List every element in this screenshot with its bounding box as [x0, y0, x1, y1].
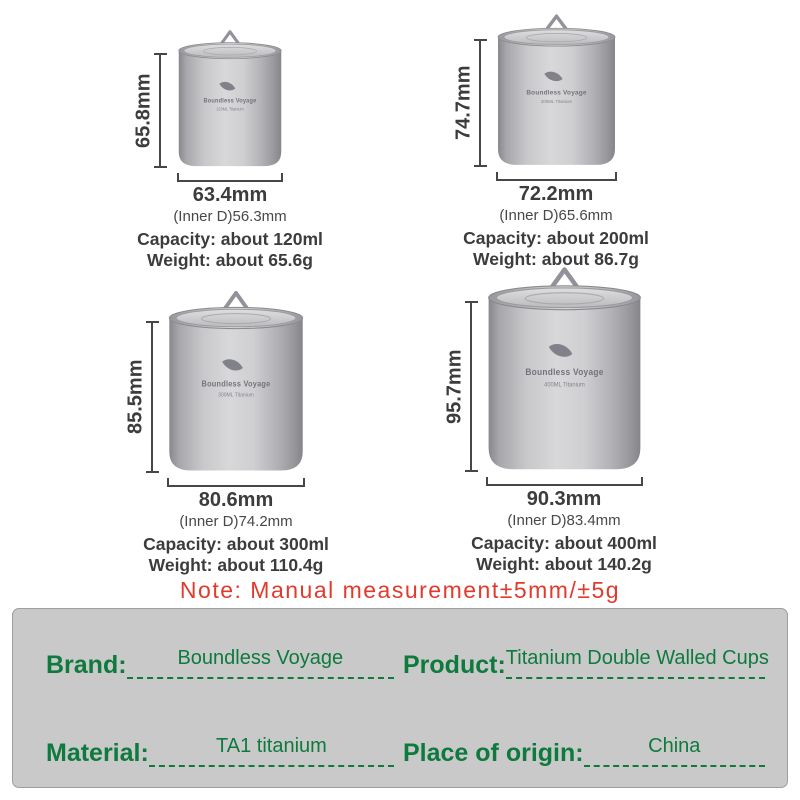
cup-lid: [498, 28, 615, 46]
cup-figure-400ml: [424, 264, 704, 574]
origin-value-underline: [584, 736, 765, 767]
cup-image: [486, 264, 643, 472]
cup-sub-text: 200ML Titanium: [540, 99, 572, 105]
cup-brand-text: Boundless Voyage: [201, 379, 271, 389]
weight-label: Weight: about 86.7g: [473, 248, 639, 269]
material-value-underline: [149, 736, 394, 767]
cup-sub-text: 400ML Titanium: [543, 382, 585, 389]
info-cell-brand: [46, 623, 394, 679]
cup-area: [115, 28, 345, 168]
product-value: Titanium Double Walled Cups: [505, 647, 769, 669]
cup-area: [424, 264, 704, 472]
material-value: TA1 titanium: [216, 735, 327, 757]
cup-sub-text: 120ML Titanium: [216, 106, 244, 112]
product-info-table: [12, 608, 788, 788]
cup-area: [436, 12, 676, 167]
cup-brand-text: Boundless Voyage: [203, 98, 257, 105]
brand-value-underline: [127, 648, 394, 679]
width-dimension-line: [496, 172, 617, 181]
height-label: 95.7mm: [443, 349, 466, 424]
cup-image: [177, 28, 283, 168]
width-label: 72.2mm: [518, 183, 594, 205]
cup-lid: [169, 307, 302, 328]
inner-diameter-label: (Inner D)56.3mm: [173, 208, 287, 225]
width-label: 80.6mm: [198, 489, 274, 511]
cup-lid: [179, 43, 281, 59]
cup-figure-300ml: [111, 288, 361, 575]
brand-value: Boundless Voyage: [177, 647, 344, 669]
height-dimension-line: [151, 321, 153, 473]
capacity-label: Capacity: about 400ml: [471, 532, 657, 553]
capacity-label: Capacity: about 200ml: [463, 227, 649, 248]
cup-area: [111, 288, 361, 473]
cup-image: [496, 12, 617, 167]
weight-label: Weight: about 110.4g: [148, 554, 324, 575]
weight-label: Weight: about 140.2g: [476, 553, 652, 574]
info-cell-origin: [403, 711, 765, 767]
width-label: 63.4mm: [192, 184, 268, 206]
info-cell-material: [46, 711, 394, 767]
height-dimension-line: [159, 53, 161, 168]
inner-diameter-label: (Inner D)74.2mm: [179, 513, 293, 530]
cup-brand-text: Boundless Voyage: [524, 366, 604, 378]
cup-image: [167, 288, 305, 473]
cup-figure-200ml: [436, 12, 676, 269]
cup-sub-text: 300ML Titanium: [218, 392, 254, 399]
height-dimension-line: [479, 39, 481, 167]
inner-diameter-label: (Inner D)65.6mm: [499, 207, 613, 224]
origin-value: China: [648, 735, 701, 757]
material-label: Material:: [46, 739, 149, 767]
height-label: 65.8mm: [132, 73, 155, 148]
cup-figure-120ml: [115, 28, 345, 270]
info-cell-product: [403, 623, 769, 679]
capacity-label: Capacity: about 300ml: [143, 533, 329, 554]
weight-label: Weight: about 65.6g: [147, 249, 313, 270]
inner-diameter-label: (Inner D)83.4mm: [507, 512, 621, 529]
height-label: 74.7mm: [452, 65, 475, 141]
height-dimension-line: [470, 301, 472, 472]
width-dimension-line: [177, 173, 283, 182]
width-label: 90.3mm: [526, 488, 602, 510]
measurement-note: Note: Manual measurement±5mm/±5g: [179, 577, 621, 603]
capacity-label: Capacity: about 120ml: [137, 228, 323, 249]
origin-label: Place of origin:: [403, 739, 584, 767]
width-dimension-line: [486, 477, 643, 486]
product-value-underline: [505, 647, 769, 679]
width-dimension-line: [167, 478, 305, 487]
cup-lid: [488, 286, 640, 310]
brand-label: Brand:: [46, 651, 127, 679]
height-label: 85.5mm: [124, 359, 147, 435]
cup-brand-text: Boundless Voyage: [525, 89, 587, 97]
product-label: Product:: [403, 651, 506, 679]
